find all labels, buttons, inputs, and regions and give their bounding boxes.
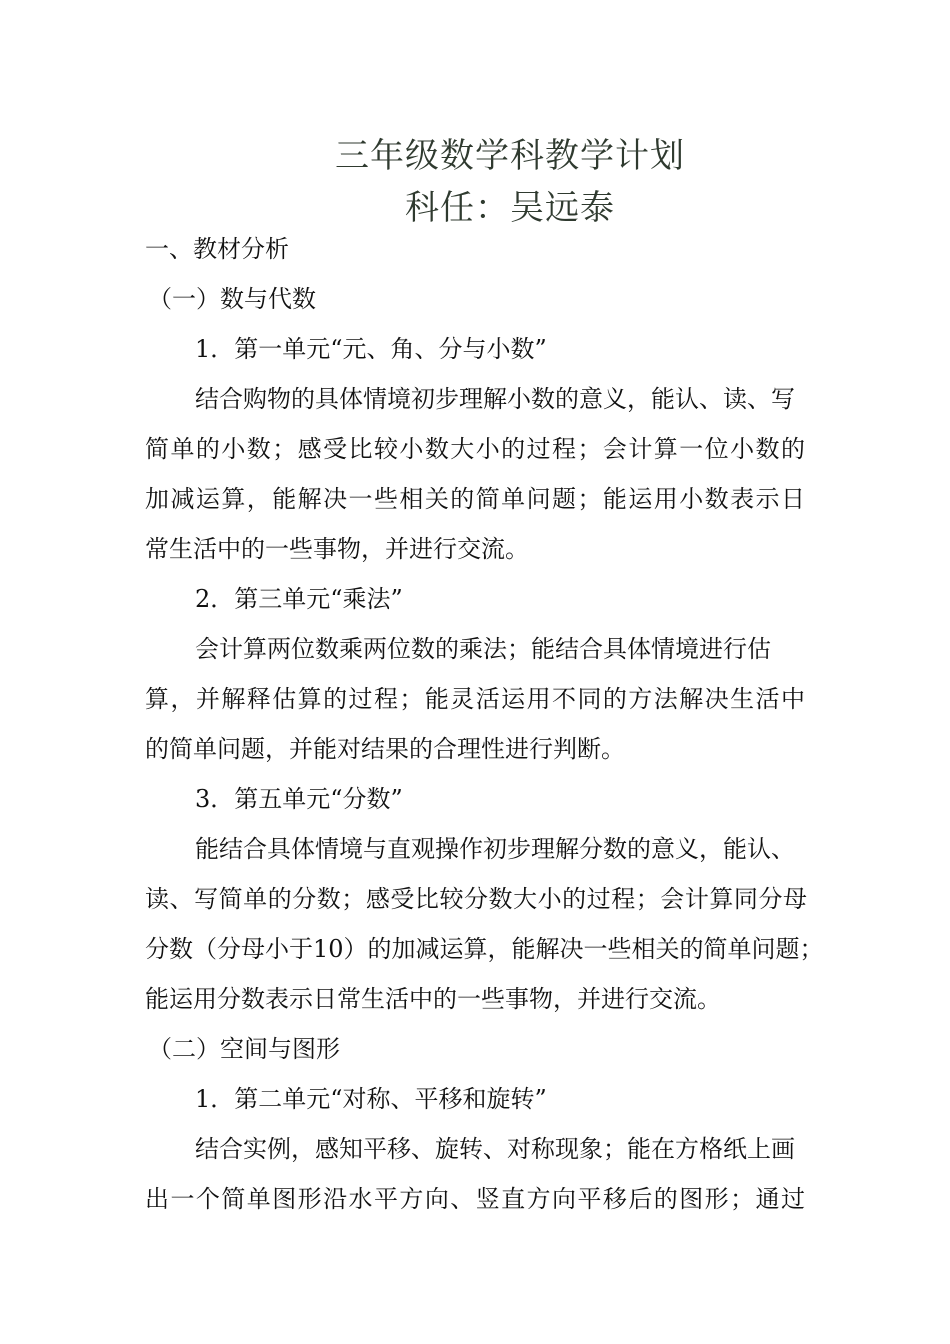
paragraph-line: 结合实例，感知平移、旋转、对称现象；能在方格纸上画 [195,1135,795,1163]
paragraph-line: 的简单问题，并能对结果的合理性进行判断。 [145,735,625,763]
paragraph-line: 分数（分母小于10）的加减运算，能解决一些相关的简单问题； [145,935,824,963]
paragraph-line: 简单的小数；感受比较小数大小的过程；会计算一位小数的 [145,435,805,463]
unit-heading: 1．第二单元“对称、平移和旋转” [195,1085,547,1113]
unit-heading: 3．第五单元“分数” [195,785,403,813]
paragraph-line: 结合购物的具体情境初步理解小数的意义，能认、读、写 [195,385,795,413]
subsection-heading: （一）数与代数 [148,285,316,313]
paragraph-line: 读、写简单的分数；感受比较分数大小的过程；会计算同分母 [145,885,807,913]
paragraph-line: 加减运算，能解决一些相关的简单问题；能运用小数表示日 [145,485,805,513]
document-subtitle-teacher: 科任：吴远泰 [405,188,615,228]
paragraph-line: 能结合具体情境与直观操作初步理解分数的意义，能认、 [195,835,795,863]
section-heading: 一、教材分析 [145,235,289,263]
paragraph-line: 常生活中的一些事物，并进行交流。 [145,535,529,563]
document-title: 三年级数学科教学计划 [335,136,685,176]
paragraph-line: 能运用分数表示日常生活中的一些事物，并进行交流。 [145,985,721,1013]
paragraph-line: 算，并解释估算的过程；能灵活运用不同的方法解决生活中 [145,685,805,713]
unit-heading: 1．第一单元“元、角、分与小数” [195,335,547,363]
subsection-heading: （二）空间与图形 [148,1035,340,1063]
unit-heading: 2．第三单元“乘法” [195,585,403,613]
paragraph-line: 出一个简单图形沿水平方向、竖直方向平移后的图形；通过 [145,1185,805,1213]
paragraph-line: 会计算两位数乘两位数的乘法；能结合具体情境进行估 [195,635,771,663]
